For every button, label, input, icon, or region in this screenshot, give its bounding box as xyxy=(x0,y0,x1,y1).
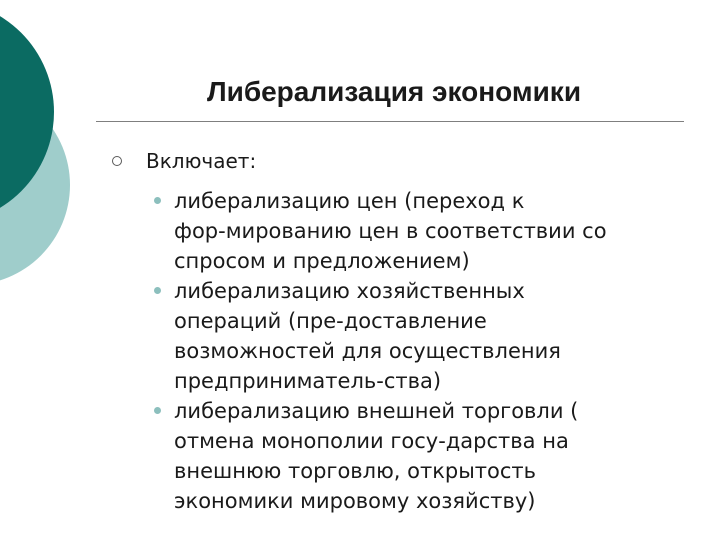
dot-bullet-icon xyxy=(154,197,161,204)
dot-bullet-icon xyxy=(154,407,161,414)
dot-bullet-icon xyxy=(154,287,161,294)
item-text-line: возможностей для осуществления xyxy=(174,339,561,363)
list-item xyxy=(152,396,692,516)
item-text-line: либерализацию цен (переход к xyxy=(174,189,525,213)
item-text-line: внешнюю торговлю, открытость xyxy=(174,459,537,483)
slide-title: Либерализация экономики xyxy=(206,76,582,107)
bullet-list xyxy=(152,186,692,516)
item-text-line: либерализацию внешней торговли ( xyxy=(174,399,579,423)
level1-label: Включает: xyxy=(146,149,257,173)
title-divider xyxy=(96,121,684,122)
item-text-line: отмена монополии госу-дарства на xyxy=(174,429,569,453)
list-item xyxy=(152,186,692,276)
hollow-circle-bullet-icon xyxy=(112,156,122,166)
list-item xyxy=(152,276,692,396)
item-text-line: экономики мировому хозяйству) xyxy=(174,489,536,513)
item-text-line: спросом и предложением) xyxy=(174,249,470,273)
item-text-line: предприниматель-ства) xyxy=(174,369,442,393)
item-text-line: либерализацию хозяйственных xyxy=(174,279,525,303)
item-text-line: фор-мированию цен в соответствии со xyxy=(174,219,607,243)
item-text-line: операций (пре-доставление xyxy=(174,309,487,333)
